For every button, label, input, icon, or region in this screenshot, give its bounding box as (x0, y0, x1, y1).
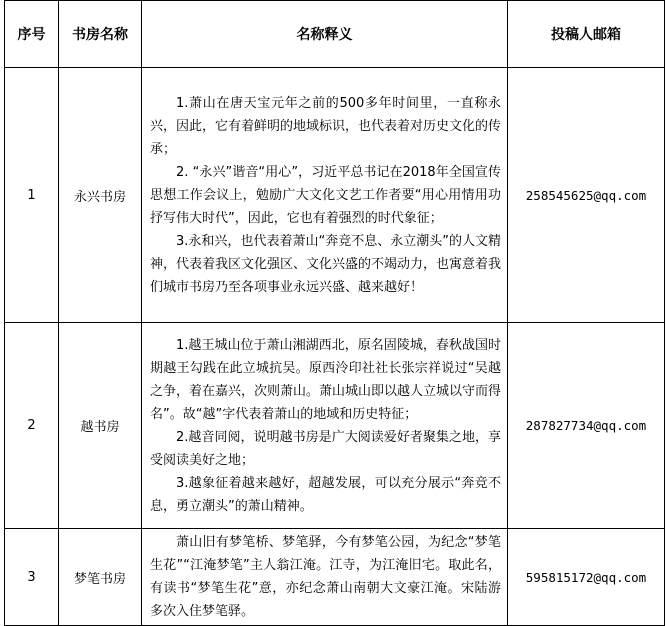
row-name: 梦笔书房 (59, 529, 142, 626)
row-email: 258545625@qq.com (508, 68, 665, 323)
row-meaning (142, 68, 508, 323)
row-meaning (142, 323, 508, 529)
table-row (5, 323, 665, 529)
header-no: 序号 (5, 1, 59, 68)
row-email: 287827734@qq.com (508, 323, 665, 529)
row-email: 595815172@qq.com (508, 529, 665, 626)
meaning-paragraph: 萧山旧有梦笔桥、梦笔驿，今有梦笔公园，为纪念“梦笔生花”“江淹梦笔”主人翁江淹。江寺，为江淹旧宅。取此名，有读书“梦笔生花”意，亦纪念萧山南朝大文豪江淹。宋陆游多次入住梦笔驿。 (150, 535, 501, 619)
table-row (5, 529, 665, 626)
meaning-paragraph: 3.越象征着越来越好，超越发展，可以充分展示“奔竞不息，勇立潮头”的萧山精神。 (150, 475, 501, 514)
meaning-paragraph: 3.永和兴，也代表着萧山“奔竞不息、永立潮头”的人文精神，代表着我区文化强区、文化兴盛的不竭动力，也寓意着我们城市书房乃至各项事业永远兴盛、越来越好！ (150, 233, 502, 295)
meaning-paragraph: 2.越音同阅，说明越书房是广大阅读爱好者聚集之地，享受阅读美好之地； (150, 429, 501, 468)
header-email: 投稿人邮箱 (508, 1, 665, 68)
header-name: 书房名称 (59, 1, 142, 68)
meaning-paragraph: 1.萧山在唐天宝元年之前的500多年时间里，一直称永兴，因此，它有着鲜明的地域标识，也代表着对历史文化的传承； (150, 95, 502, 157)
meaning-paragraph: 2. “永兴”谐音“用心”，习近平总书记在2018年全国宣传思想工作会议上，勉励广大文化文艺工作者要“用心用情用功抒写伟大时代”，因此，它也有着强烈的时代象征； (150, 164, 501, 226)
header-row (5, 1, 665, 68)
row-no: 2 (5, 323, 59, 529)
row-name: 永兴书房 (59, 68, 142, 323)
header-meaning: 名称释义 (142, 1, 508, 68)
row-meaning (142, 529, 508, 626)
table-row (5, 68, 665, 323)
row-no: 3 (5, 529, 59, 626)
row-name: 越书房 (59, 323, 142, 529)
row-no: 1 (5, 68, 59, 323)
naming-table (4, 0, 665, 626)
meaning-paragraph: 1.越王城山位于萧山湘湖西北，原名固陵城，春秋战国时期越王勾践在此立城抗吴。原西泠印社社长张宗祥说过“吴越之争，着在嘉兴，次则萧山。萧山城山即以越人立城以守而得名”。故“越”字代表着萧山的地域和历史特征； (150, 337, 502, 422)
